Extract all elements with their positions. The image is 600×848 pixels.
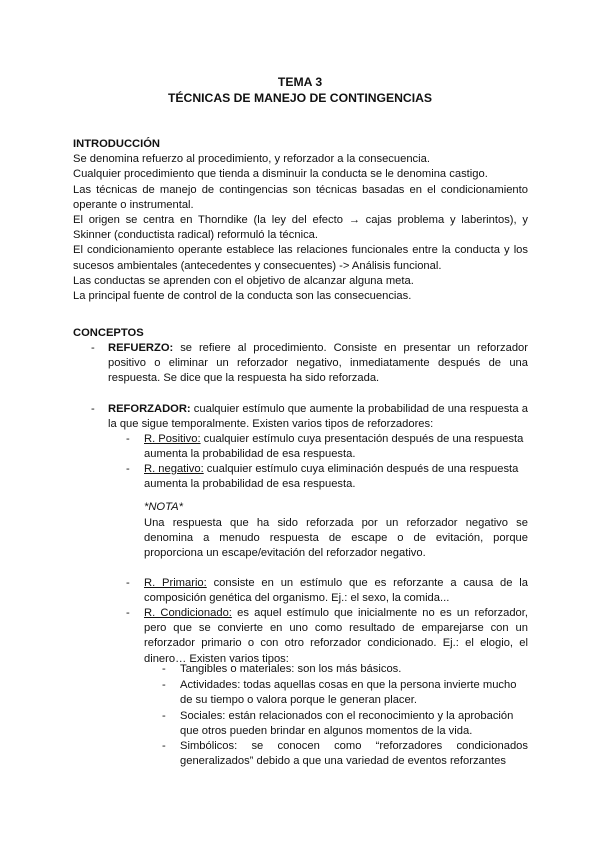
refuerzo-term: REFUERZO:	[108, 342, 174, 354]
bullet-dash: -	[126, 433, 130, 445]
intro-heading: INTRODUCCIÓN	[73, 138, 161, 150]
positivo-term: R. Positivo:	[144, 433, 201, 445]
bullet-dash: -	[162, 663, 166, 675]
bullet-dash: -	[162, 740, 166, 752]
tipo-item: Tangibles o materiales: son los más básicos.	[180, 663, 402, 675]
condicionado-item	[144, 606, 528, 667]
reforzador-text: cualquier estímulo que aumente la probabilidad de una respuesta a la que sigue temporalmente. Existen varios tipos de reforzadores:	[108, 403, 528, 431]
primario-item	[144, 576, 528, 606]
intro-paragraph-5: El condicionamiento operante establece las relaciones funcionales entre la conducta y los sucesos ambientales (antecedentes y consecuentes) -> Análisis funcional.	[73, 244, 528, 272]
primario-text: consiste en un estímulo que es reforzante a causa de la composición genética del organismo. Ej.: el sexo, la comida...	[144, 577, 528, 605]
intro-paragraph-6: Las conductas se aprenden con el objetivo de alcanzar alguna meta.	[73, 274, 414, 287]
bullet-dash: -	[126, 463, 130, 475]
bullet-dash: -	[91, 403, 95, 415]
refuerzo-item	[108, 341, 528, 387]
bullet-dash: -	[126, 607, 130, 619]
intro-paragraph-7: La principal fuente de control de la conducta son las consecuencias.	[73, 290, 412, 303]
reforzador-item	[108, 402, 528, 432]
bullet-dash: -	[126, 577, 130, 589]
positivo-text: cualquier estímulo cuya presentación después de una respuesta aumenta la probabilidad de esa respuesta.	[144, 433, 524, 461]
negativo-text: cualquier estímulo cuya eliminación después de una respuesta aumenta la probabilidad de esa respuesta.	[144, 463, 519, 491]
bullet-dash: -	[91, 342, 95, 354]
concepts-heading: CONCEPTOS	[73, 327, 144, 339]
intro-paragraph-4: El origen se centra en Thorndike (la ley del efecto → cajas problema y laberintos), y Skinner (conductista radical) reformuló la técnica.	[73, 214, 528, 242]
tipo-item: Actividades: todas aquellas cosas en que la persona invierte mucho de su tiempo o valora porque le generan placer.	[180, 679, 517, 707]
negativo-term: R. negativo:	[144, 463, 204, 475]
bullet-dash: -	[162, 710, 166, 722]
refuerzo-text: se refiere al procedimiento. Consiste en presentar un reforzador positivo o eliminar un reforzador negativo, inmediatamente después de una respuesta. Se dice que la respuesta ha sido reforzada.	[108, 342, 528, 385]
bullet-dash: -	[162, 679, 166, 691]
condicionado-text: es aquel estímulo que inicialmente no es un reforzador, pero que se convierte en uno como resultado de emparejarse con un reforzador primario o con otro reforzador condicionado. Ej.: el elogio, el dinero… Existen varios tipos:	[144, 607, 528, 665]
condicionado-term: R. Condicionado:	[144, 607, 232, 619]
nota-label: *NOTA*	[144, 501, 183, 513]
tipo-item: Sociales: están relacionados con el reconocimiento y la aprobación que otros pueden brindar en algunos momentos de la vida.	[180, 710, 514, 738]
nota-text: Una respuesta que ha sido reforzada por un reforzador negativo se denomina a menudo respuesta de escape o de evitación, porque proporciona un escape/evitación del reforzador negativo.	[144, 517, 528, 560]
intro-paragraph-3: Las técnicas de manejo de contingencias son técnicas basadas en el condicionamiento operante o instrumental.	[73, 183, 528, 211]
negativo-item	[144, 462, 528, 492]
doc-title-line1: TEMA 3	[277, 75, 323, 89]
reforzador-term: REFORZADOR:	[108, 403, 191, 415]
doc-title-line2: TÉCNICAS DE MANEJO DE CONTINGENCIAS	[167, 91, 433, 105]
primario-term: R. Primario:	[144, 577, 207, 589]
tipo-item: Simbólicos: se conocen como “reforzadores condicionados generalizados” debido a que una variedad de eventos reforzantes	[180, 740, 528, 768]
intro-section	[73, 137, 528, 304]
positivo-item	[144, 432, 528, 462]
intro-paragraph-1: Se denomina refuerzo al procedimiento, y reforzador a la consecuencia.	[73, 153, 430, 166]
intro-paragraph-2: Cualquier procedimiento que tienda a disminuir la conducta se le denomina castigo.	[73, 168, 488, 181]
